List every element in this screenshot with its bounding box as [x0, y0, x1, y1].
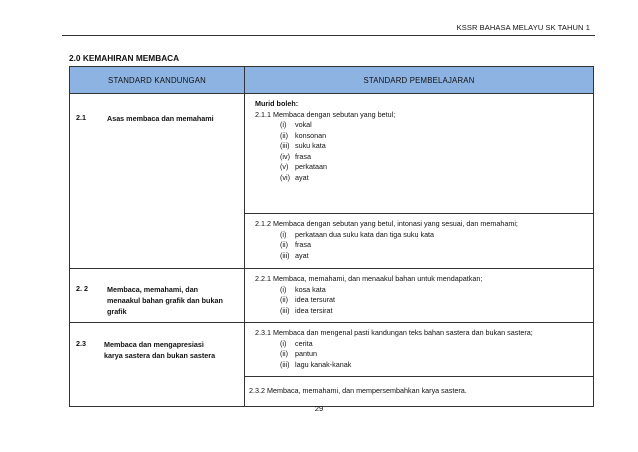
list-item: (i) vokal: [280, 120, 312, 129]
header-rule: [62, 35, 595, 36]
pembelajaran-title: 2.1.1 Membaca dengan sebutan yang betul;: [255, 109, 396, 119]
left-cell-2-3: [70, 323, 245, 407]
list-item: (i) kosa kata: [280, 284, 326, 294]
pembelajaran-title: 2.2.1 Membaca, memahami, dan menaakul bahan untuk mendapatkan;: [255, 274, 483, 283]
left-cell-2-2: [70, 269, 245, 323]
kandungan-title: Membaca dan mengapresiasi karya sastera dan bukan sastera: [104, 340, 216, 360]
pembelajaran-2-1-2: [245, 214, 594, 269]
murid-boleh-label: Murid boleh:: [255, 99, 299, 108]
pembelajaran-2-3-2: [245, 377, 594, 407]
pembelajaran-2-1-1: [245, 94, 594, 214]
list-item: (ii) frasa: [280, 240, 311, 249]
pembelajaran-title: 2.3.2 Membaca, memahami, dan mempersembahkan karya sastera.: [249, 386, 467, 396]
list-item: (iv) frasa: [280, 151, 311, 161]
kandungan-number: 2.3: [76, 339, 86, 348]
kandungan-number: 2.1: [76, 113, 86, 122]
page-number: 29: [314, 404, 324, 413]
col-header-standard-pembelajaran: STANDARD PEMBELAJARAN: [245, 67, 594, 94]
list-item: (ii) idea tersurat: [280, 295, 335, 304]
section-title: 2.0 KEMAHIRAN MEMBACA: [69, 53, 180, 63]
list-item: (iii) suku kata: [280, 141, 326, 150]
kandungan-title: Membaca, memahami, dan menaakul bahan grafik dan bukan grafik: [107, 285, 223, 316]
pembelajaran-2-2-1: [245, 269, 594, 323]
list-item: (ii) pantun: [280, 349, 317, 358]
list-item: (iii) idea tersirat: [280, 305, 333, 315]
pembelajaran-title: 2.1.2 Membaca dengan sebutan yang betul, intonasi yang sesuai, dan memahami;: [255, 219, 518, 228]
col-header-standard-kandungan: STANDARD KANDUNGAN: [70, 67, 245, 94]
list-item: (v) perkataan: [280, 162, 327, 171]
list-item: (ii) konsonan: [280, 130, 327, 140]
list-item: (vi) ayat: [280, 172, 309, 182]
pembelajaran-title: 2.3.1 Membaca dan mengenal pasti kandungan teks bahan sastera dan bukan sastera;: [255, 328, 533, 337]
pembelajaran-2-3-1: [245, 323, 594, 377]
list-item: (i) cerita: [280, 338, 313, 348]
list-item: (iii) ayat: [280, 250, 309, 260]
list-item: (iii) lagu kanak-kanak: [280, 359, 352, 369]
standards-table: [69, 66, 594, 407]
document-header: KSSR BAHASA MELAYU SK TAHUN 1: [456, 23, 590, 32]
list-item: (i) perkataan dua suku kata dan tiga suku kata: [280, 229, 435, 239]
kandungan-title: Asas membaca dan memahami: [107, 114, 214, 123]
kandungan-number: 2. 2: [76, 284, 88, 293]
left-cell-2-1: [70, 94, 245, 269]
